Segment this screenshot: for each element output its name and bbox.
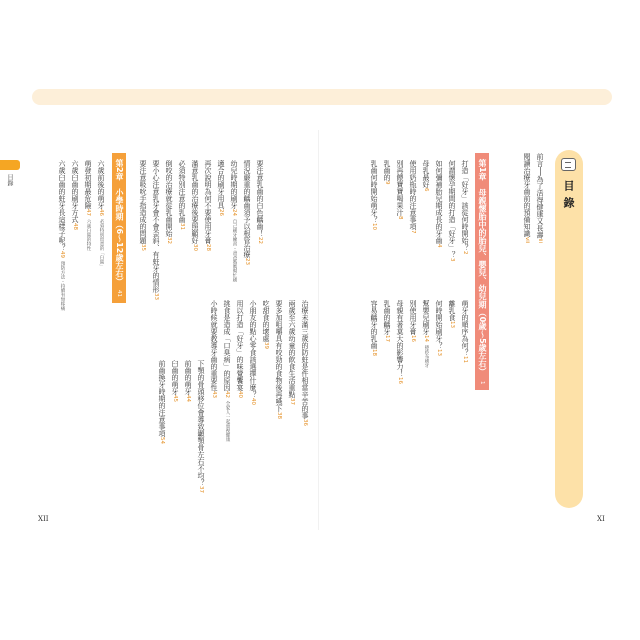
toc-entry-page: 13 [449, 321, 455, 328]
toc-entry-title: 兩歲至六歲幼童的飲食生活重點 [288, 300, 296, 398]
toc-entry[interactable] [382, 300, 391, 342]
toc-entry[interactable] [138, 160, 147, 251]
toc-entry-title: 要小心注意乳牙會不會歪斜、有蛀牙的情形 [152, 160, 160, 293]
toc-entry-page: 40 [237, 391, 243, 398]
toc-entry-page: 47 [85, 209, 91, 216]
toc-entry-title: 閱讀治療牙齒前的預備知識 [523, 153, 531, 237]
toc-entry-page: 7 [410, 230, 416, 234]
toc-entry[interactable] [255, 160, 264, 244]
toc-entry-page: 26 [218, 209, 224, 216]
toc-entry[interactable] [222, 300, 232, 442]
toc-entry-page: 22 [257, 237, 263, 244]
toc-entry-title: 如何彌補胎兒期成長的牙齒 [435, 160, 443, 244]
toc-entry[interactable] [96, 160, 106, 269]
toc-entry-page: 30 [192, 244, 198, 251]
toc-entry-page: 10 [371, 223, 377, 230]
toc-entry[interactable] [395, 300, 404, 384]
toc-entry[interactable] [447, 300, 456, 328]
toc-entry[interactable] [57, 160, 67, 311]
toc-entry-page: 14 [423, 335, 429, 342]
toc-entry-page: 48 [72, 223, 78, 230]
toc-entry-page: 39 [263, 342, 269, 349]
toc-entry-page: iii [537, 238, 543, 244]
toc-entry-title: 要注意乳齒的白色齲齒！ [256, 160, 264, 237]
toc-entry[interactable] [369, 300, 378, 356]
toc-entry-note: 六歲臼齒的特性 [86, 219, 91, 251]
toc-entry[interactable] [408, 300, 417, 342]
toc-entry-title: 情況嚴重的齲齒須予以根管治療 [243, 160, 251, 258]
toc-entry[interactable] [408, 160, 417, 234]
toc-entry[interactable] [395, 160, 404, 220]
toc-entry-title: 萌牙的順序為何？ [461, 300, 469, 356]
toc-entry-page: 23 [244, 258, 250, 265]
page-gutter [318, 130, 319, 530]
toc-entry-title: 適合的刷牙用具 [217, 160, 225, 209]
toc-entry-page: 24 [231, 209, 237, 216]
toc-entry-title: 前齒換牙時期的注意事項 [158, 360, 166, 437]
toc-entry-title: 乳齒的齲牙 [383, 300, 391, 335]
toc-entry[interactable] [460, 160, 469, 255]
toc-entry-page: 16 [397, 377, 403, 384]
toc-entry[interactable] [434, 160, 443, 248]
toc-entry-title: 小朋友的點心零食該選擇什麼？ [249, 300, 257, 398]
book-icon [561, 158, 576, 171]
toc-entry-page: 38 [276, 412, 282, 419]
toc-entry-page: 37 [198, 486, 204, 493]
toc-entry-page: 31 [179, 223, 185, 230]
toc-entry-page: 37 [289, 398, 295, 405]
toc-entry-page: 36 [302, 419, 308, 426]
toc-entry-page: 6 [423, 188, 429, 192]
toc-entry-page: 42 [224, 391, 230, 398]
toc-entry[interactable] [460, 300, 469, 363]
toc-entry-title: 六歲前後的萌牙 [97, 160, 105, 209]
toc-entry-title: 何時開始刷牙？ [435, 300, 443, 349]
toc-entry-page: 11 [462, 356, 468, 363]
toc-entry-title: 何謂懷孕期間的打造「好牙」？ [448, 160, 456, 258]
toc-entry[interactable] [421, 160, 430, 192]
toc-entry-page: 9 [384, 181, 390, 185]
toc-entry-title: 治療未滿三歲的防蛀是件相當辛苦的事 [301, 300, 309, 419]
toc-entry[interactable] [274, 300, 283, 419]
toc-entry-title: 要注意吸吮手指造成的問題 [139, 160, 147, 244]
toc-entry[interactable] [164, 160, 173, 244]
toc-entry-title: 母親有著莫大的影響力！ [396, 300, 404, 377]
toc-entry-page: 49 [59, 251, 65, 258]
toc-entry-page: vii [524, 237, 530, 244]
toc-entry-page: 44 [185, 395, 191, 402]
chapter-page: 41 [116, 290, 122, 298]
toc-entry[interactable] [151, 160, 160, 300]
toc-entry-note: 自己刷牙練習・爸爸媽媽幫忙刷 [232, 219, 237, 282]
toc-title: 目錄 [562, 180, 575, 214]
toc-entry[interactable] [242, 160, 251, 265]
toc-entry[interactable] [170, 360, 179, 402]
toc-entry-page: 40 [250, 398, 256, 405]
page-number-left: XII [38, 515, 49, 523]
toc-entry-title: 使用奶瓶時的注意事項 [409, 160, 417, 230]
toc-entry[interactable] [70, 160, 79, 230]
toc-entry-title: 前言──為了活得健康又長壽 [536, 153, 544, 239]
toc-entry-basics[interactable] [522, 153, 531, 243]
toc-entry[interactable] [83, 160, 93, 251]
toc-entry-page: 46 [98, 209, 104, 216]
toc-entry[interactable] [248, 300, 257, 405]
toc-entry-title: 倒咬的治療就從乳齒開始 [165, 160, 173, 237]
chapter-title: 第2章 小學時期（6～12歲左右） [115, 159, 124, 286]
toc-entry-page: 54 [159, 437, 165, 444]
toc-entry-title: 別再餵寶寶喝果汁 [396, 160, 404, 216]
toc-entry-preface[interactable] [535, 153, 544, 243]
toc-entry[interactable] [434, 300, 443, 356]
toc-entry-page: 13 [436, 349, 442, 356]
toc-entry-title: 幼兒時期的刷牙 [230, 160, 238, 209]
section-tab [0, 160, 20, 170]
section-tab-label: 目錄 [6, 174, 13, 186]
toc-entry-title: 幫嬰兒刷牙 [422, 300, 430, 335]
chapter-2-heading[interactable] [112, 153, 126, 303]
toc-entry-page: 17 [384, 335, 390, 342]
toc-entry-title: 別使用牙膏 [409, 300, 417, 335]
toc-entry-title: 離乳食 [448, 300, 456, 321]
toc-entry-page: 33 [153, 293, 159, 300]
toc-entry[interactable] [261, 300, 270, 349]
toc-entry[interactable] [157, 360, 166, 444]
toc-entry[interactable] [209, 300, 218, 398]
toc-entry-page: 18 [371, 349, 377, 356]
toc-entry-page: 8 [397, 216, 403, 220]
toc-entry-title: 小時候就要教導牙齒的重要性 [210, 300, 218, 391]
toc-entry-title: 母乳最好 [422, 160, 430, 188]
toc-entry[interactable] [203, 160, 212, 251]
toc-entry[interactable] [190, 160, 199, 251]
toc-entry-note: 預防方法・持續有無疼痛 [60, 261, 65, 311]
toc-entry[interactable] [177, 160, 186, 230]
toc-entry-title: 打造「好牙」該從何時開始？ [461, 160, 469, 251]
toc-entry-title: 挑食是造成「口臭病」的原因 [223, 300, 231, 391]
toc-entry[interactable] [216, 160, 225, 216]
toc-entry[interactable] [300, 300, 309, 426]
toc-entry[interactable] [421, 300, 431, 368]
chapter-1-heading[interactable] [475, 153, 489, 390]
toc-entry[interactable] [235, 300, 244, 398]
toc-entry-title: 乳齒何時開始萌牙？ [370, 160, 378, 223]
toc-entry-title: 乳齒的 [383, 160, 391, 181]
toc-entry[interactable] [183, 360, 192, 402]
toc-entry[interactable] [382, 160, 391, 185]
toc-entry-page: 4 [436, 244, 442, 248]
toc-entry-note: 必須特別留意的「臼齒」 [99, 219, 104, 269]
toc-entry-page: 35 [140, 244, 146, 251]
toc-entry-page: 28 [205, 244, 211, 251]
toc-entry-title: 必須特別注意的乳齒 [178, 160, 186, 223]
toc-entry-title: 要多加咀嚼具有咬勁的食物後再嚥下 [275, 300, 283, 412]
toc-entry[interactable] [196, 360, 205, 493]
toc-entry-title: 容易齲牙的乳齒 [370, 300, 378, 349]
toc-entry-title: 六歲臼齒的刷牙方式 [71, 160, 79, 223]
toc-entry-page: 32 [166, 237, 172, 244]
toc-entry-note: 全家人一起重視健康 [225, 401, 230, 442]
toc-entry[interactable] [287, 300, 296, 405]
toc-entry-page: 16 [410, 335, 416, 342]
toc-entry[interactable] [229, 160, 239, 282]
toc-entry-title: 吃甜食的壞處 [262, 300, 270, 342]
toc-entry-title: 臼齒的萌牙 [171, 360, 179, 395]
toc-entry-title: 再次說明為何不要使用牙膏 [204, 160, 212, 244]
toc-entry-title: 下顎的骨頭移位會導致顳顎骨左右不均？ [197, 360, 205, 486]
toc-entry-page: 2 [462, 251, 468, 255]
chapter-title: 第1章 母親懷胎中的胎兒、嬰兒、幼兒期（0歲～5歲左右） [478, 159, 487, 376]
toc-entry-title: 滿意乳齒的治療後要照顧好 [191, 160, 199, 244]
toc-entry-title: 六歲臼齒的蛀牙長這樣子呢？ [58, 160, 66, 251]
toc-entry-title: 前齒的萌牙 [184, 360, 192, 395]
toc-entry-note: 捲紗布刷牙 [424, 345, 429, 368]
toc-entry-page: 3 [449, 258, 455, 262]
chapter-page: 1 [479, 380, 485, 385]
toc-entry-page: 45 [172, 395, 178, 402]
toc-entry-title: 用以打造「好牙」的味覺饗宴 [236, 300, 244, 391]
toc-entry[interactable] [369, 160, 378, 230]
toc-entry-title: 萌發初期最危險 [84, 160, 92, 209]
page-number-right: XI [597, 515, 605, 523]
top-decorative-band [32, 89, 612, 105]
toc-entry-page: 43 [211, 391, 217, 398]
toc-entry[interactable] [447, 160, 456, 262]
